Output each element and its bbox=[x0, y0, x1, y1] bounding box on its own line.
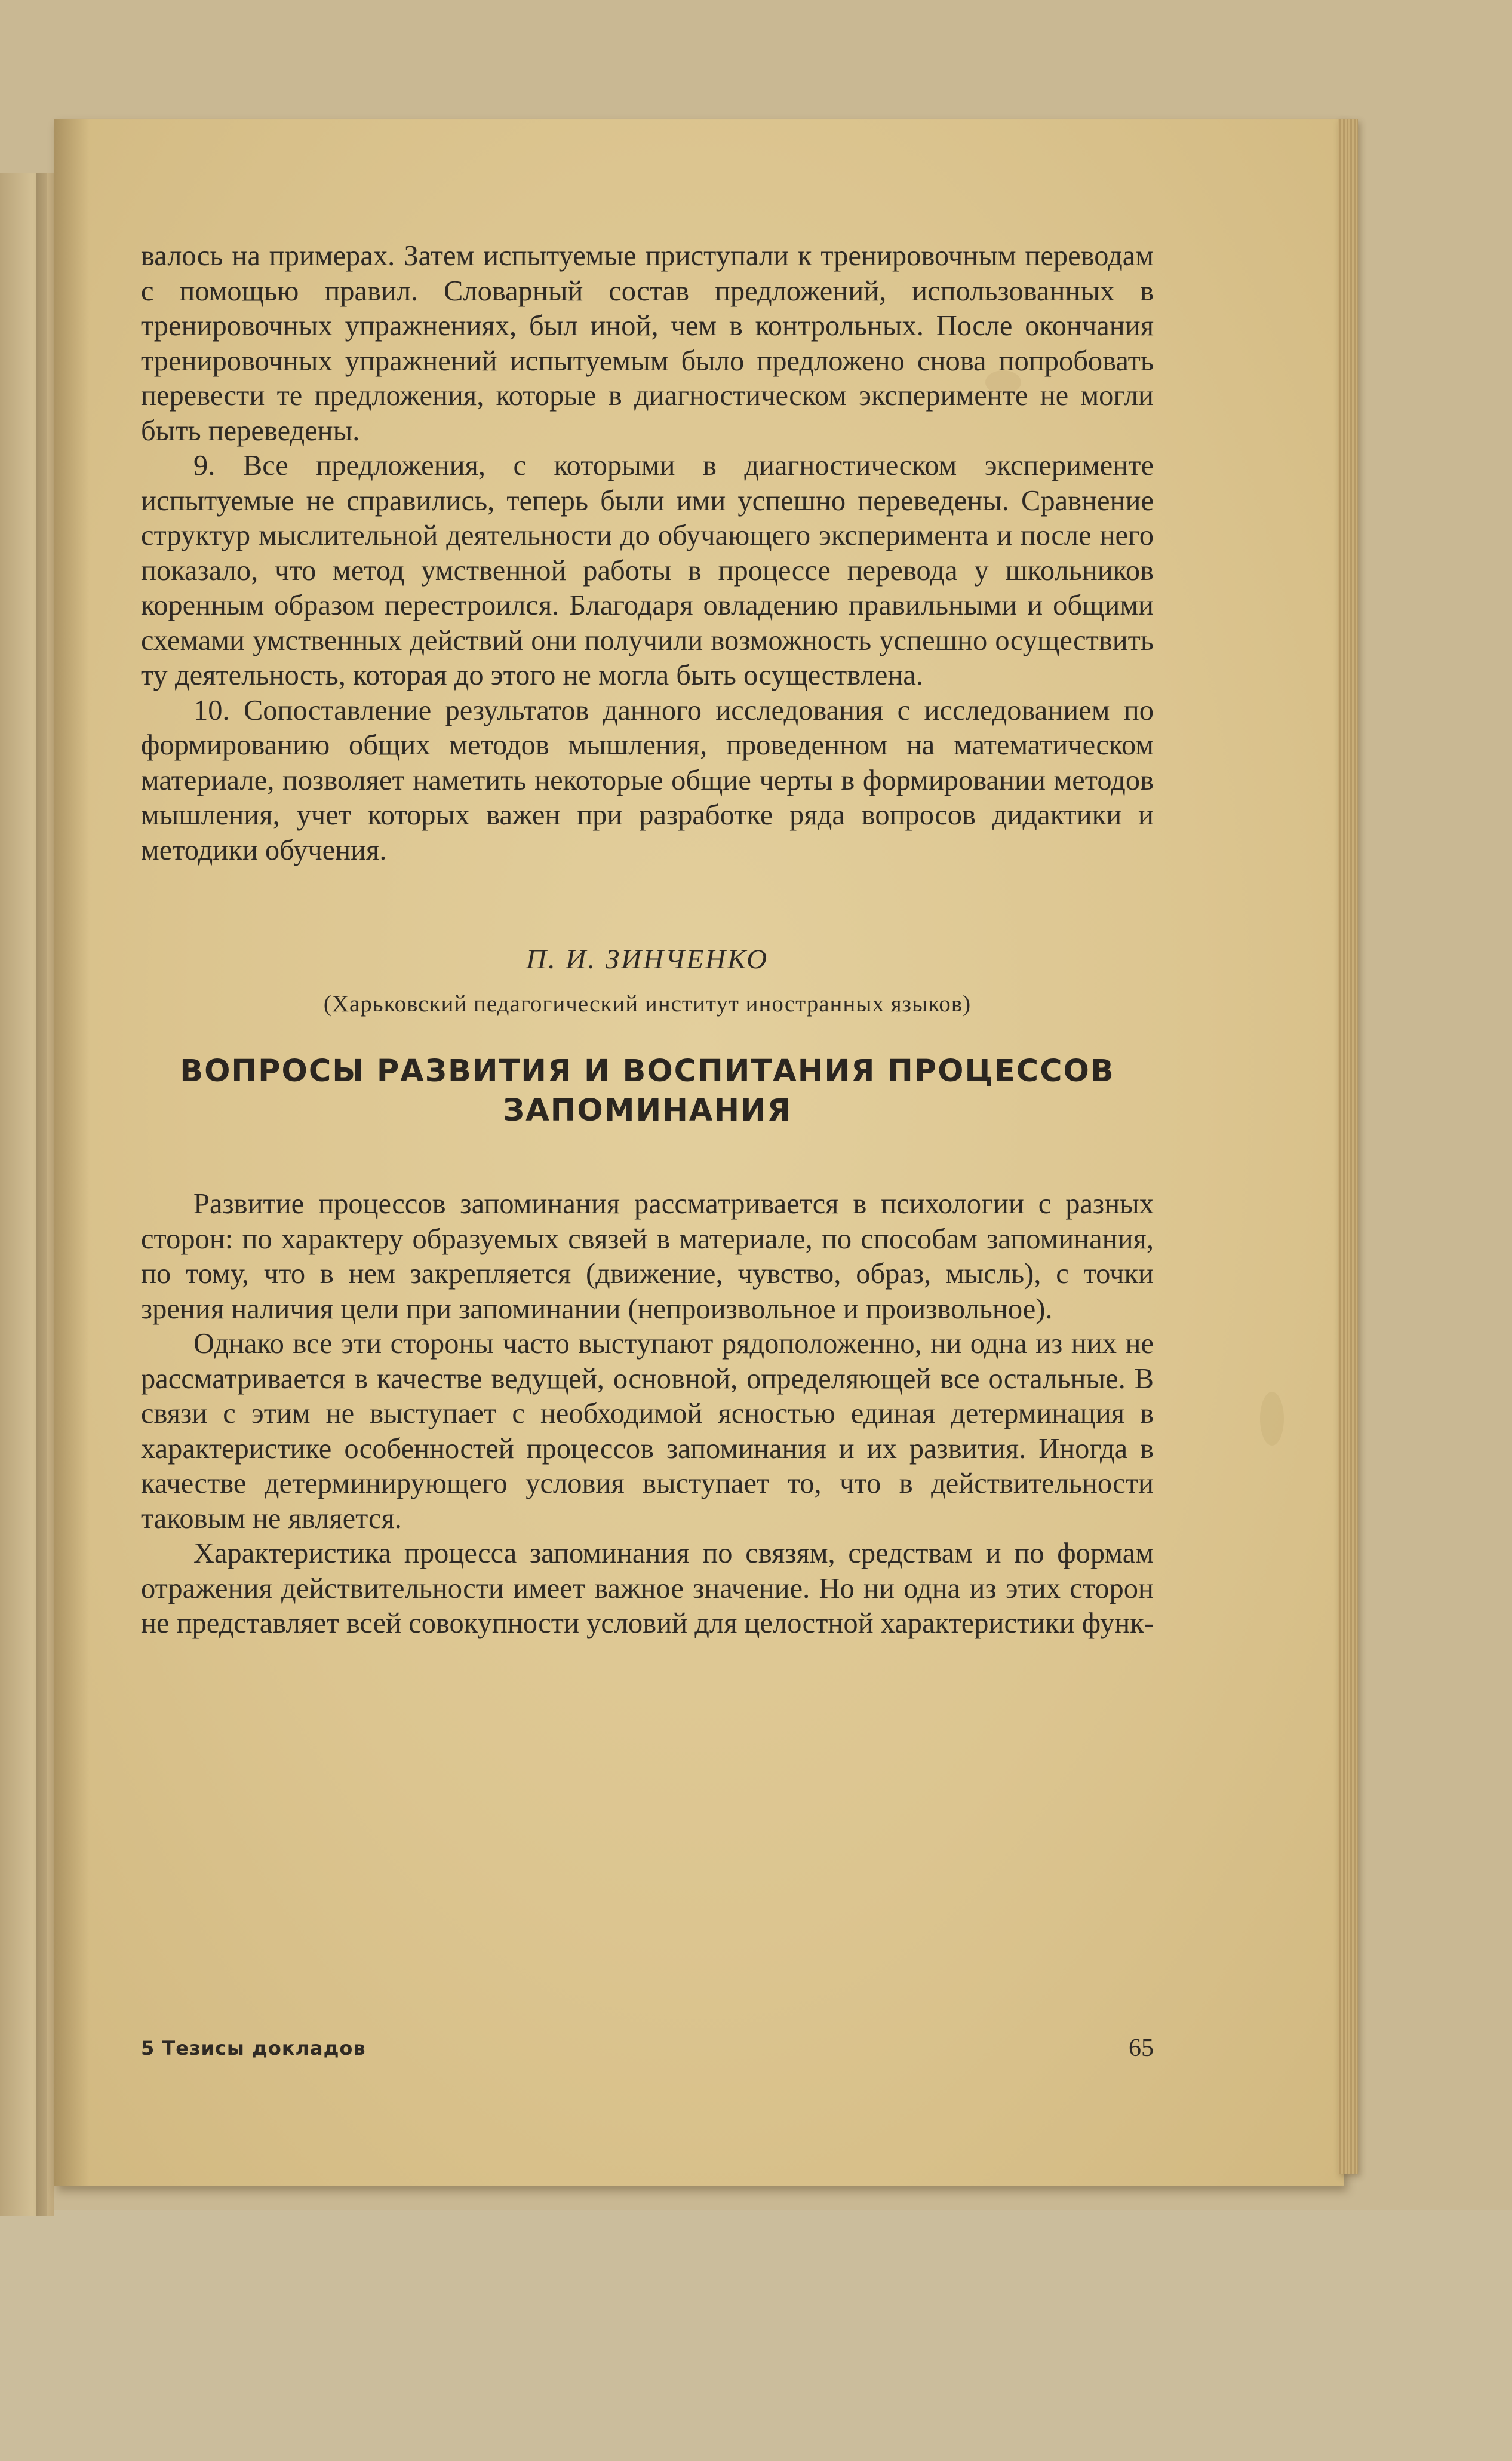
article-title: ВОПРОСЫ РАЗВИТИЯ И ВОСПИТАНИЯ ПРОЦЕССОВ ЗАПОМИНАНИЯ bbox=[180, 1054, 1115, 1128]
article-paragraph-1: Развитие процессов запоминания рассматривается в психологии с разных сторон: по характеру образуемых связей в материале, по способам запоминания, по тому, что в нем закрепляется (движение, чувство, образ, мысль), с точки зрения наличия цели при запоминании (непроизвольное и произвольное). bbox=[141, 1188, 1154, 1325]
paragraph-point-9: 9. Все предложения, с которыми в диагностическом эксперименте испытуемые не справились, теперь были ими успешно переведены. Сравнение структур мыслительной деятельности до обучающего эксперимента и после него показало, что метод умственной работы в процессе перевода у школьников коренным образом перестроился. Благодаря овладению правильными и общими схемами умственных действий они получили возможность успешно осуществить ту деятельность, которая до этого не могла быть осуществлена. bbox=[141, 450, 1154, 691]
printer-signature: 5 Тезисы докладов bbox=[141, 2037, 366, 2060]
article-paragraph-2: Однако все эти стороны часто выступают рядоположенно, ни одна из них не рассматривается в качестве ведущей, основной, определяющей все остальные. В связи с этим не выступает с необходимой ясностью единая детерминация в характеристике особенностей процессов запоминания и их развития. Иногда в качестве детерминирующего условия выступает то, что в действительности таковым не является. bbox=[141, 1328, 1154, 1535]
scan-background bbox=[0, 2210, 1512, 2461]
book-page bbox=[54, 119, 1344, 2186]
page-footer bbox=[141, 2033, 1154, 2069]
paragraph-continued: валось на примерах. Затем испытуемые приступали к тренировочным переводам с помощью правил. Словарный состав предложений, использованных в тренировочных упражнениях, был иной, чем в контрольных. После окончания тренировочных упражнений испытуемым было предложено снова попробовать перевести те предложения, которые в диагностическом эксперименте не могли быть переведены. bbox=[141, 240, 1154, 447]
article-affiliation: (Харьковский педагогический институт иностранных языков) bbox=[323, 991, 972, 1017]
paper-stain bbox=[1260, 1392, 1284, 1446]
paragraph-point-10: 10. Сопоставление результатов данного исследования с исследованием по формированию общих методов мышления, проведенном на математическом материале, позволяет наметить некоторые общие черты в формировании методов мышления, учет которых важен при разработке ряда вопросов дидактики и методики обучения. bbox=[141, 694, 1154, 866]
page-number: 65 bbox=[1129, 2035, 1154, 2062]
article-author: П. И. ЗИНЧЕНКО bbox=[525, 944, 769, 975]
article-paragraph-3: Характеристика процесса запоминания по связям, средствам и по формам отражения действительности имеет важное значение. Но ни одна из этих сторон не представляет всей совокупности условий для целостной характеристики функ- bbox=[141, 1538, 1154, 1639]
page-stack-edge bbox=[1338, 119, 1358, 2174]
book-spine-shadow bbox=[36, 173, 47, 2216]
page-text bbox=[141, 239, 1154, 1641]
page-gutter-shadow bbox=[54, 119, 90, 2186]
